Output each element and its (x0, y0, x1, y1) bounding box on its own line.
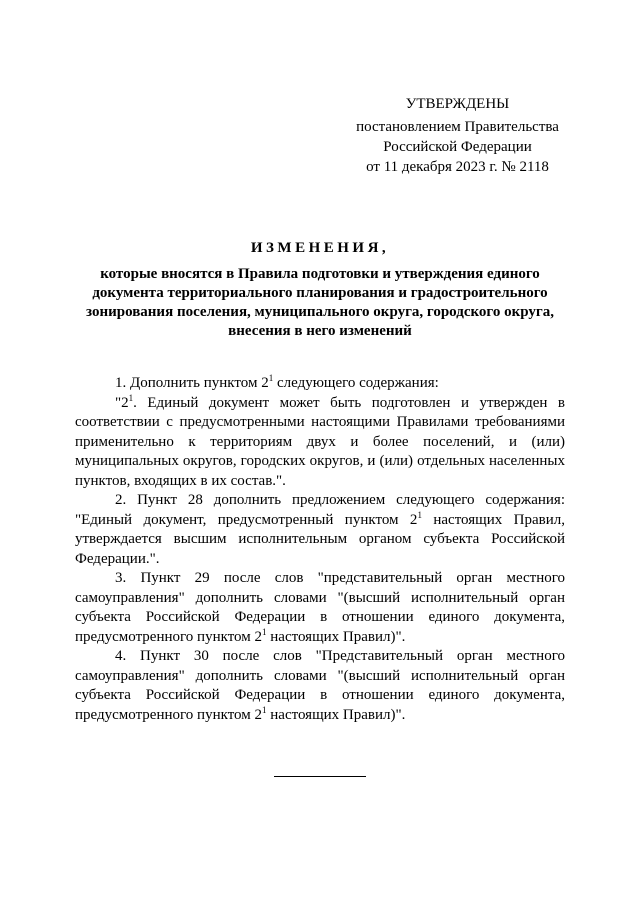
paragraph-3 (75, 491, 565, 569)
paragraph-2-text-a: "2 (115, 394, 129, 411)
paragraph-2-text-b: . Единый документ может быть подготовлен и утвержден в соответствии с предусмотренными настоящими Правилами требованиями применительно к территориям двух и более поселений, и (или) муниципальных округов, городских округов, и (или) отдельных населенных пунктов, входящих в их состав.". (75, 394, 565, 489)
paragraph-3-text-a: 2. Пункт 28 дополнить предложением следующего содержания: "Единый документ, предусмотренный пунктом 2 (75, 492, 565, 528)
paragraph-4-text-b: настоящих Правил)". (266, 628, 406, 645)
superscript: 1 (417, 509, 422, 520)
paragraph-5-text-b: настоящих Правил)". (266, 706, 406, 723)
end-separator-line (274, 776, 366, 777)
superscript: 1 (262, 626, 267, 637)
superscript: 1 (262, 704, 267, 715)
superscript: 1 (268, 373, 274, 383)
paragraph-1-text-b: следующего содержания: (273, 375, 439, 391)
approval-title: УТВЕРЖДЕНЫ (405, 96, 510, 112)
approval-line-3: от 11 декабря 2023 г. № 2118 (366, 159, 549, 175)
paragraph-5-text-a: 4. Пункт 30 после слов "Представительный орган местного самоуправления" дополнить словами "(высший исполнительный орган субъекта Российской Федерации в отношении единого документа, предусмотренного пунктом 2 (75, 648, 565, 723)
superscript: 1 (128, 392, 134, 403)
paragraph-4-text-a: 3. Пункт 29 после слов "представительный орган местного самоуправления" дополнить словами "(высший исполнительный орган субъекта Российской Федерации в отношении единого документа, предусмотренного пунктом 2 (75, 570, 565, 645)
paragraph-1 (75, 374, 565, 394)
document-heading (75, 240, 565, 341)
paragraph-5 (75, 647, 565, 725)
paragraph-4 (75, 569, 565, 647)
approval-line-1: постановлением Правительства (356, 119, 559, 135)
document-body (75, 374, 565, 725)
approval-stamp (345, 94, 570, 177)
approval-line-2: Российской Федерации (383, 139, 532, 155)
document-subtitle: которые вносятся в Правила подготовки и утверждения единого документа территориального планирования и градостроительного зонирования поселения, муниципального округа, городского округа, внесения в него изменений (86, 266, 554, 339)
paragraph-1-text-a: 1. Дополнить пунктом 2 (115, 375, 269, 391)
document-title: ИЗМЕНЕНИЯ, (250, 240, 390, 256)
paragraph-2 (75, 394, 565, 492)
paragraph-3-text-b: настоящих Правил, утверждается высшим исполнительным органом субъекта Российской Федерации.". (75, 511, 565, 567)
